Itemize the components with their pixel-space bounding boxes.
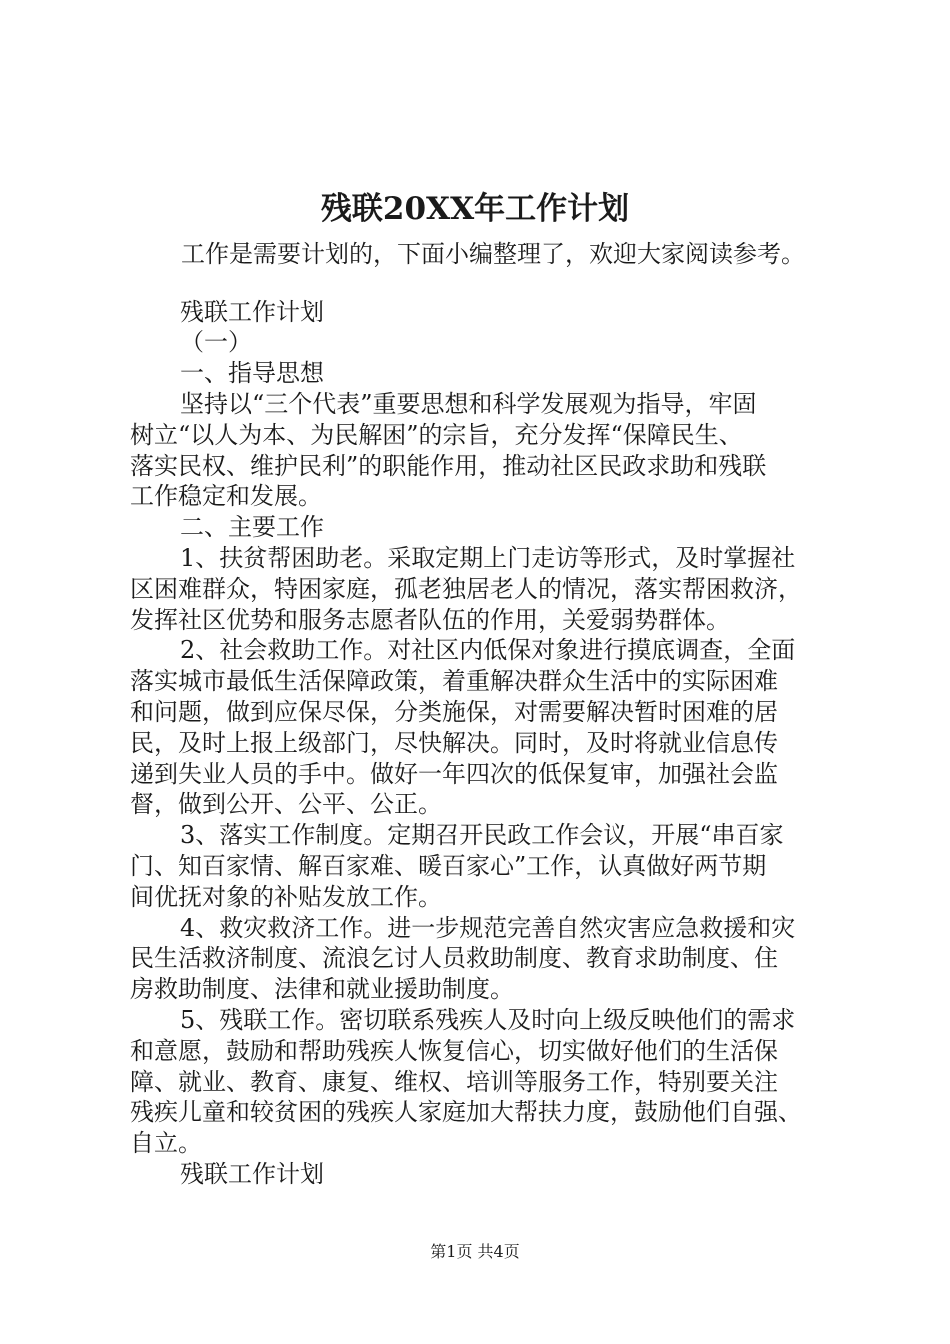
body-line: 落实民权、维护民利”的职能作用，推动社区民政求助和残联 — [130, 452, 767, 480]
body-line: 5、残联工作。密切联系残疾人及时向上级反映他们的需求 — [180, 1006, 796, 1034]
document-title: 残联20XX年工作计划 — [320, 191, 630, 227]
body-line: 二、主要工作 — [180, 513, 324, 541]
body-line: 工作稳定和发展。 — [130, 482, 322, 510]
body-line: 民生活救济制度、流浪乞讨人员救助制度、教育求助制度、住 — [130, 944, 778, 972]
intro-paragraph: 工作是需要计划的，下面小编整理了，欢迎大家阅读参考。 — [181, 240, 805, 268]
body-line: 发挥社区优势和服务志愿者队伍的作用，关爱弱势群体。 — [130, 606, 730, 634]
body-line: 门、知百家情、解百家难、暖百家心”工作，认真做好两节期 — [130, 852, 767, 880]
body-line: 残联工作计划 — [180, 1160, 324, 1188]
page-number-footer: 第1页 共4页 — [430, 1242, 520, 1261]
body-line: 3、落实工作制度。定期召开民政工作会议，开展“串百家 — [180, 821, 784, 849]
body-line: 区困难群众，特困家庭，孤老独居老人的情况，落实帮困救济， — [130, 575, 802, 603]
body-line: 残联工作计划 — [180, 298, 324, 326]
body-line: 一、指导思想 — [180, 359, 324, 387]
body-line: 1、扶贫帮困助老。采取定期上门走访等形式，及时掌握社 — [180, 544, 796, 572]
body-line: 和意愿，鼓励和帮助残疾人恢复信心，切实做好他们的生活保 — [130, 1037, 778, 1065]
body-line: 房救助制度、法律和就业援助制度。 — [130, 975, 514, 1003]
body-line: （一） — [180, 328, 252, 356]
body-line: 督，做到公开、公平、公正。 — [130, 790, 442, 818]
body-line: 递到失业人员的手中。做好一年四次的低保复审，加强社会监 — [130, 760, 778, 788]
body-line: 和问题，做到应保尽保，分类施保，对需要解决暂时困难的居 — [130, 698, 778, 726]
body-line: 树立“以人为本、为民解困”的宗旨，充分发挥“保障民生、 — [130, 421, 743, 449]
body-line: 落实城市最低生活保障政策，着重解决群众生活中的实际困难 — [130, 667, 778, 695]
body-line: 坚持以“三个代表”重要思想和科学发展观为指导，牢固 — [180, 390, 757, 418]
body-line: 民，及时上报上级部门，尽快解决。同时，及时将就业信息传 — [130, 729, 778, 757]
body-line: 4、救灾救济工作。进一步规范完善自然灾害应急救援和灾 — [180, 914, 796, 942]
body-line: 间优抚对象的补贴发放工作。 — [130, 883, 442, 911]
body-line: 自立。 — [130, 1129, 202, 1157]
body-line: 2、社会救助工作。对社区内低保对象进行摸底调查，全面 — [180, 636, 796, 664]
body-line: 残疾儿童和较贫困的残疾人家庭加大帮扶力度，鼓励他们自强、 — [130, 1098, 802, 1126]
body-line: 障、就业、教育、康复、维权、培训等服务工作，特别要关注 — [130, 1068, 778, 1096]
